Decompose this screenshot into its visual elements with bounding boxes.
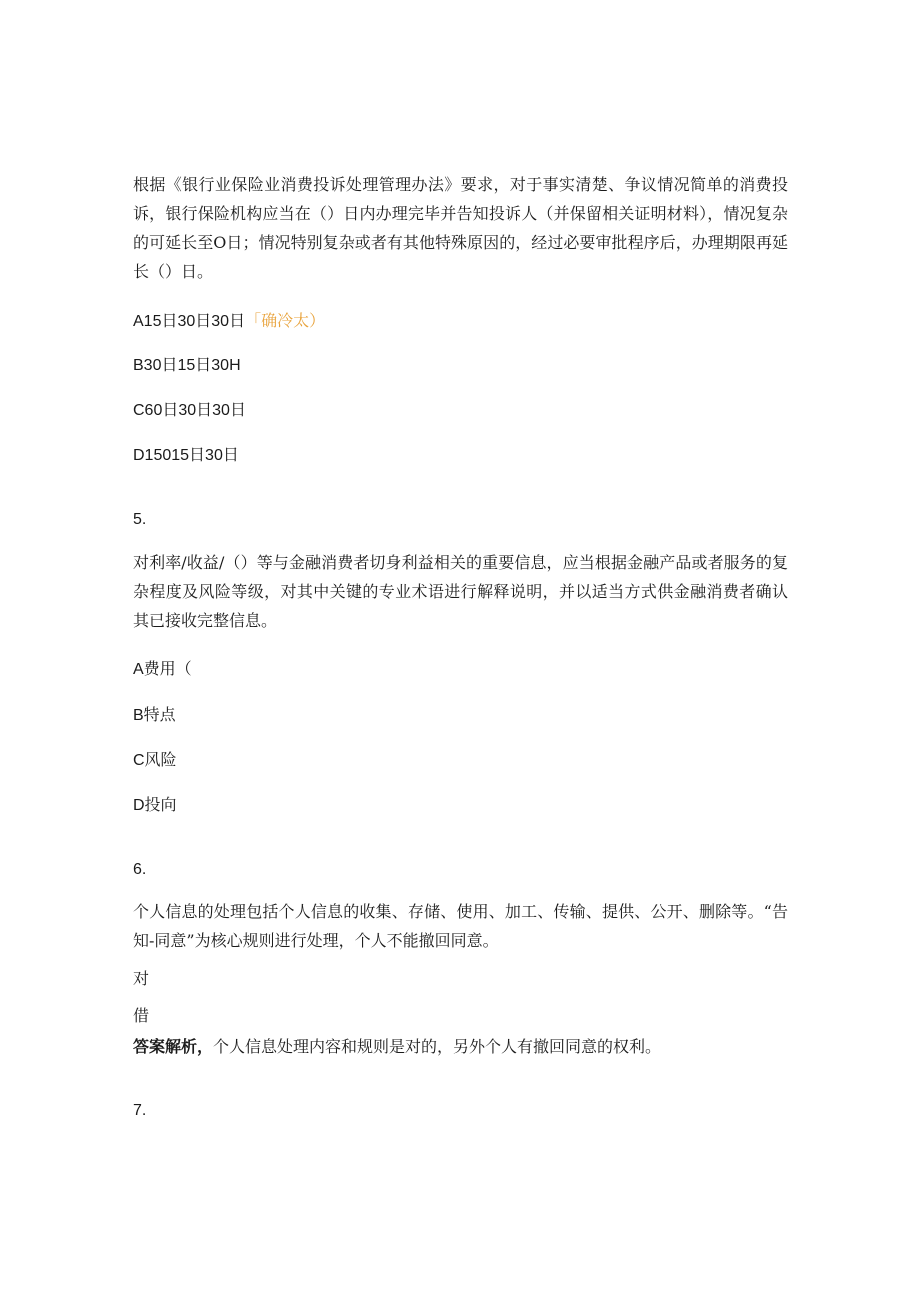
question-4-option-c: C60日30日30日: [133, 402, 246, 419]
question-4-stem: 根据《银行业保险业消费投诉处理管理办法》要求，对于事实清楚、争议情况简单的消费投诉，银行保险机构应当在（）日内办理完毕并告知投诉人（并保留相关证明材料），情况复杂的可延长至O日；情况特别复杂或者有其他特殊原因的，经过必要审批程序后，办理期限再延长（）日。: [133, 175, 788, 281]
answer-mark: 「确冷太）: [245, 311, 326, 330]
question-7-number: 7.: [133, 1102, 147, 1119]
analysis-text: 个人信息处理内容和规则是对的，另外个人有撤回同意的权利。: [213, 1037, 662, 1056]
question-4-option-b: B30日15日30H: [133, 357, 241, 374]
question-5-option-d: D投向: [133, 797, 177, 814]
question-5-option-b: B特点: [133, 707, 176, 724]
question-5-option-c: C风险: [133, 752, 177, 769]
question-5-stem: 对利率/收益/（）等与金融消费者切身利益相关的重要信息，应当根据金融产品或者服务的复杂程度及风险等级，对其中关键的专业术语进行解释说明，并以适当方式供金融消费者确认其已接收完整信息。: [133, 553, 788, 630]
question-6-number: 6.: [133, 861, 147, 878]
question-6-option-false: 借: [133, 1006, 150, 1025]
question-4-option-d: D15015日30日: [133, 447, 239, 464]
option-a-text: A15日30日30日: [133, 313, 246, 330]
analysis-label: 答案解析，: [133, 1037, 214, 1056]
question-5-number: 5.: [133, 511, 147, 528]
question-4-option-a: [133, 306, 788, 336]
question-6-option-true: 对: [133, 969, 150, 988]
question-6-analysis: [133, 1032, 788, 1061]
question-6-stem: 个人信息的处理包括个人信息的收集、存储、使用、加工、传输、提供、公开、删除等。“告知-同意”为核心规则进行处理，个人不能撤回同意。: [133, 902, 788, 950]
question-5-option-a: A费用（: [133, 661, 192, 678]
